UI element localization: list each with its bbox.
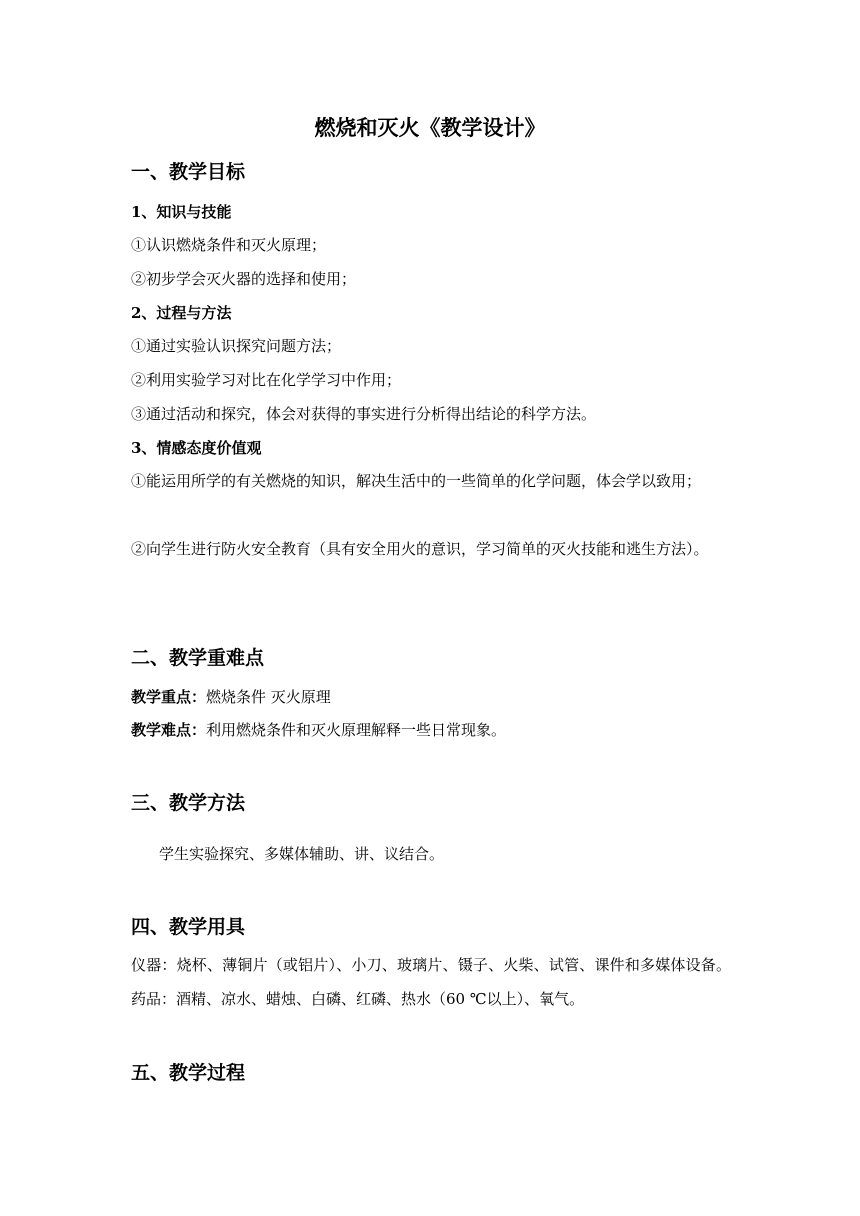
key-point-line <box>131 686 331 708</box>
list-item: ①认识燃烧条件和灭火原理； <box>131 236 327 254</box>
document-title: 燃烧和灭火《教学设计》 <box>314 115 546 140</box>
teaching-tools-text: 仪器：烧杯、薄铜片（或铝片）、小刀、玻璃片、镊子、火柴、试管、课件和多媒体设备。药品：酒精、凉水、蜡烛、白磷、红磷、热水（60 ℃以上）、氧气。 <box>131 956 731 1008</box>
list-item: ③通过活动和探究，体会对获得的事实进行分析得出结论的科学方法。 <box>131 405 597 423</box>
key-point-text: 燃烧条件 灭火原理 <box>206 688 331 706</box>
list-item: ②利用实验学习对比在化学学习中作用； <box>131 371 402 389</box>
teaching-methods-text: 学生实验探究、多媒体辅助、讲、议结合。 <box>159 845 445 863</box>
section-heading-teaching-objectives: 一、教学目标 <box>131 161 246 183</box>
section-heading-key-difficult-points: 二、教学重难点 <box>131 647 265 669</box>
difficult-point-label: 教学难点： <box>131 721 207 739</box>
section-heading-teaching-process: 五、教学过程 <box>131 1062 246 1084</box>
key-point-label: 教学重点： <box>131 688 207 706</box>
section-heading-teaching-methods: 三、教学方法 <box>131 792 246 814</box>
subsection-heading-attitude-values: 3、情感态度价值观 <box>131 439 262 457</box>
list-item: ①通过实验认识探究问题方法； <box>131 337 342 355</box>
difficult-point-line <box>131 719 506 741</box>
list-item: ②初步学会灭火器的选择和使用； <box>131 270 357 288</box>
subsection-heading-process-methods: 2、过程与方法 <box>131 304 232 322</box>
list-item: ①能运用所学的有关燃烧的知识，解决生活中的一些简单的化学问题，体会学以致用； <box>131 472 702 490</box>
list-item: ②向学生进行防火安全教育（具有安全用火的意识，学习简单的灭火技能和逃生方法）。 <box>131 540 709 558</box>
difficult-point-text: 利用燃烧条件和灭火原理解释一些日常现象。 <box>206 721 507 739</box>
subsection-heading-knowledge-skills: 1、知识与技能 <box>131 203 232 221</box>
section-heading-teaching-tools: 四、教学用具 <box>131 916 246 938</box>
